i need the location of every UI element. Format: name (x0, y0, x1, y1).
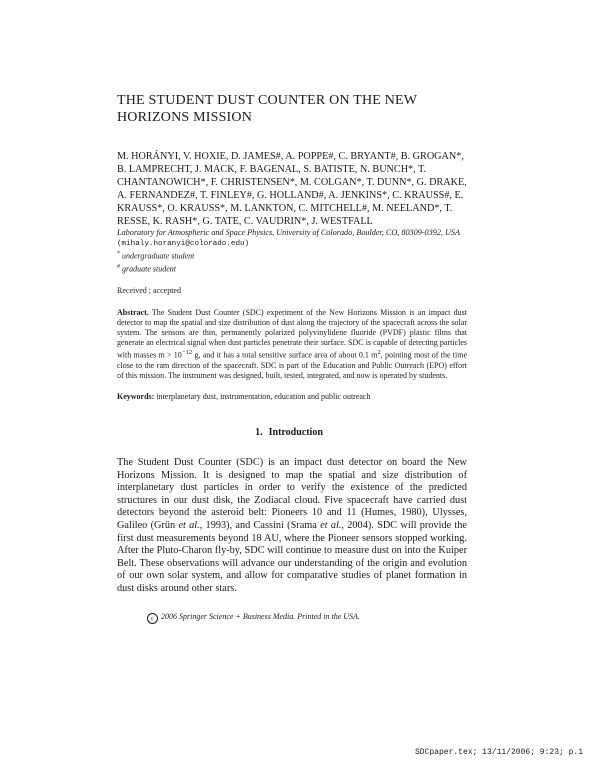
received-line: Received ; accepted (117, 286, 181, 296)
paper-title: THE STUDENT DUST COUNTER ON THE NEW HORIZONS MISSION (117, 93, 417, 125)
footnote-undergrad-mark: * (117, 251, 120, 257)
author-list: M. HORÁNYI, V. HOXIE, D. JAMES#, A. POPPE#, C. BRYANT#, B. GROGAN*, B. LAMPRECHT, J. MACK, F. BAGENAL, S. BATISTE, N. BUNCH*, T. CHANTANOWICH*, F. CHRISTENSEN*, M. COLGAN*, T. DUNN*, G. DRAKE, A. FERNANDEZ#, T. FINLEY#, G. HOLLAND#, A. JENKINS*, C. KRAUSS#, E. KRAUSS*, O. KRAUSS*, M. LANKTON, C. MITCHELL#, M. NEELAND*, T. RESSE, K. RASH*, G. TATE, C. VAUDRIN*, J. WESTFALL (117, 151, 467, 227)
abstract-label: Abstract. (117, 308, 149, 318)
keywords (117, 392, 467, 402)
page-footer: SDCpaper.tex; 13/11/2006; 9:23; p.1 (414, 748, 583, 757)
abstract-exponent-2: 2 (377, 349, 381, 357)
abstract (117, 308, 467, 381)
intro-text-2: , 1993), and Cassini (Srama (199, 519, 321, 531)
affiliation (117, 228, 467, 249)
intro-text-1: The Student Dust Counter (SDC) is an impact dust detector on board the New Horizons Mission. It is designed to map the spatial and size distribution of interplanetary dust particles in order to verify the existence of the predicted structures in our dust disk, the Zodiacal cloud. Five spacecraft have carried dust detectors beyond the asteroid belt: Pioneers 10 and 11 (Humes, 1980), Ulysses, Galileo (Grün (117, 456, 467, 531)
author-email[interactable]: (mihaly.horanyi@colorado.edu) (117, 240, 250, 248)
abstract-text-3: , pointing most of the time close to the ram direction of the spacecraft. SDC is part of the Education and Public Outreach (EPO) effort of this mission. The instrument was designed, built, tested, integrated, and now is operated by students. (117, 350, 468, 380)
introduction-paragraph (117, 457, 467, 596)
abstract-text-2: g, and it has a total sensitive surface area of about 0.1 m (192, 350, 378, 360)
footnote-grad (117, 262, 467, 275)
paper-page (117, 92, 467, 624)
footnote-grad-mark: # (117, 263, 120, 270)
section-title: Introduction (268, 426, 323, 438)
intro-etal-2: et al. (320, 519, 342, 531)
section-heading (117, 427, 467, 438)
intro-etal-1: et al. (178, 519, 200, 531)
section-number: 1. (255, 426, 263, 438)
footnote-undergrad-text: undergraduate student (122, 251, 195, 261)
footnote-grad-text: graduate student (122, 264, 176, 274)
abstract-exponent-1: −12 (181, 349, 193, 357)
affiliation-text: Laboratory for Atmospheric and Space Physics, University of Colorado, Boulder, CO, 80309-0392, USA (117, 228, 460, 237)
abstract-text-1: The Student Dust Counter (SDC) experiment of the New Horizons Mission is an impact dust detector to map the spatial and size distribution of dust along the trajectory of the spacecraft across the solar system. The sensors are thin, permanently polarized polyvinylidene fluoride (PVDF) plastic films that generate an electrical signal when dust particles penetrate their surface. SDC is capable of detecting particles with masses m > 10 (117, 308, 468, 360)
copyright-line (147, 612, 467, 624)
footnote-undergrad (117, 249, 467, 262)
intro-text-3: , 2004). SDC will provide the first dust measurements beyond 18 AU, where the Pioneer sensors stopped working. After the Pluto-Charon fly-by, SDC will continue to measure dust on into the Kuiper Belt. These observations will advance our understanding of the origin and evolution of our own solar system, and allow for comparative studies of planet formation in dust disks around other stars. (117, 519, 468, 594)
keywords-text: interplanetary dust, instrumentation, education and public outreach (156, 391, 371, 401)
keywords-label: Keywords: (117, 391, 155, 401)
copyright-text: 2006 Springer Science + Business Media. Printed in the USA. (161, 611, 360, 621)
copyright-icon: c (147, 613, 158, 624)
